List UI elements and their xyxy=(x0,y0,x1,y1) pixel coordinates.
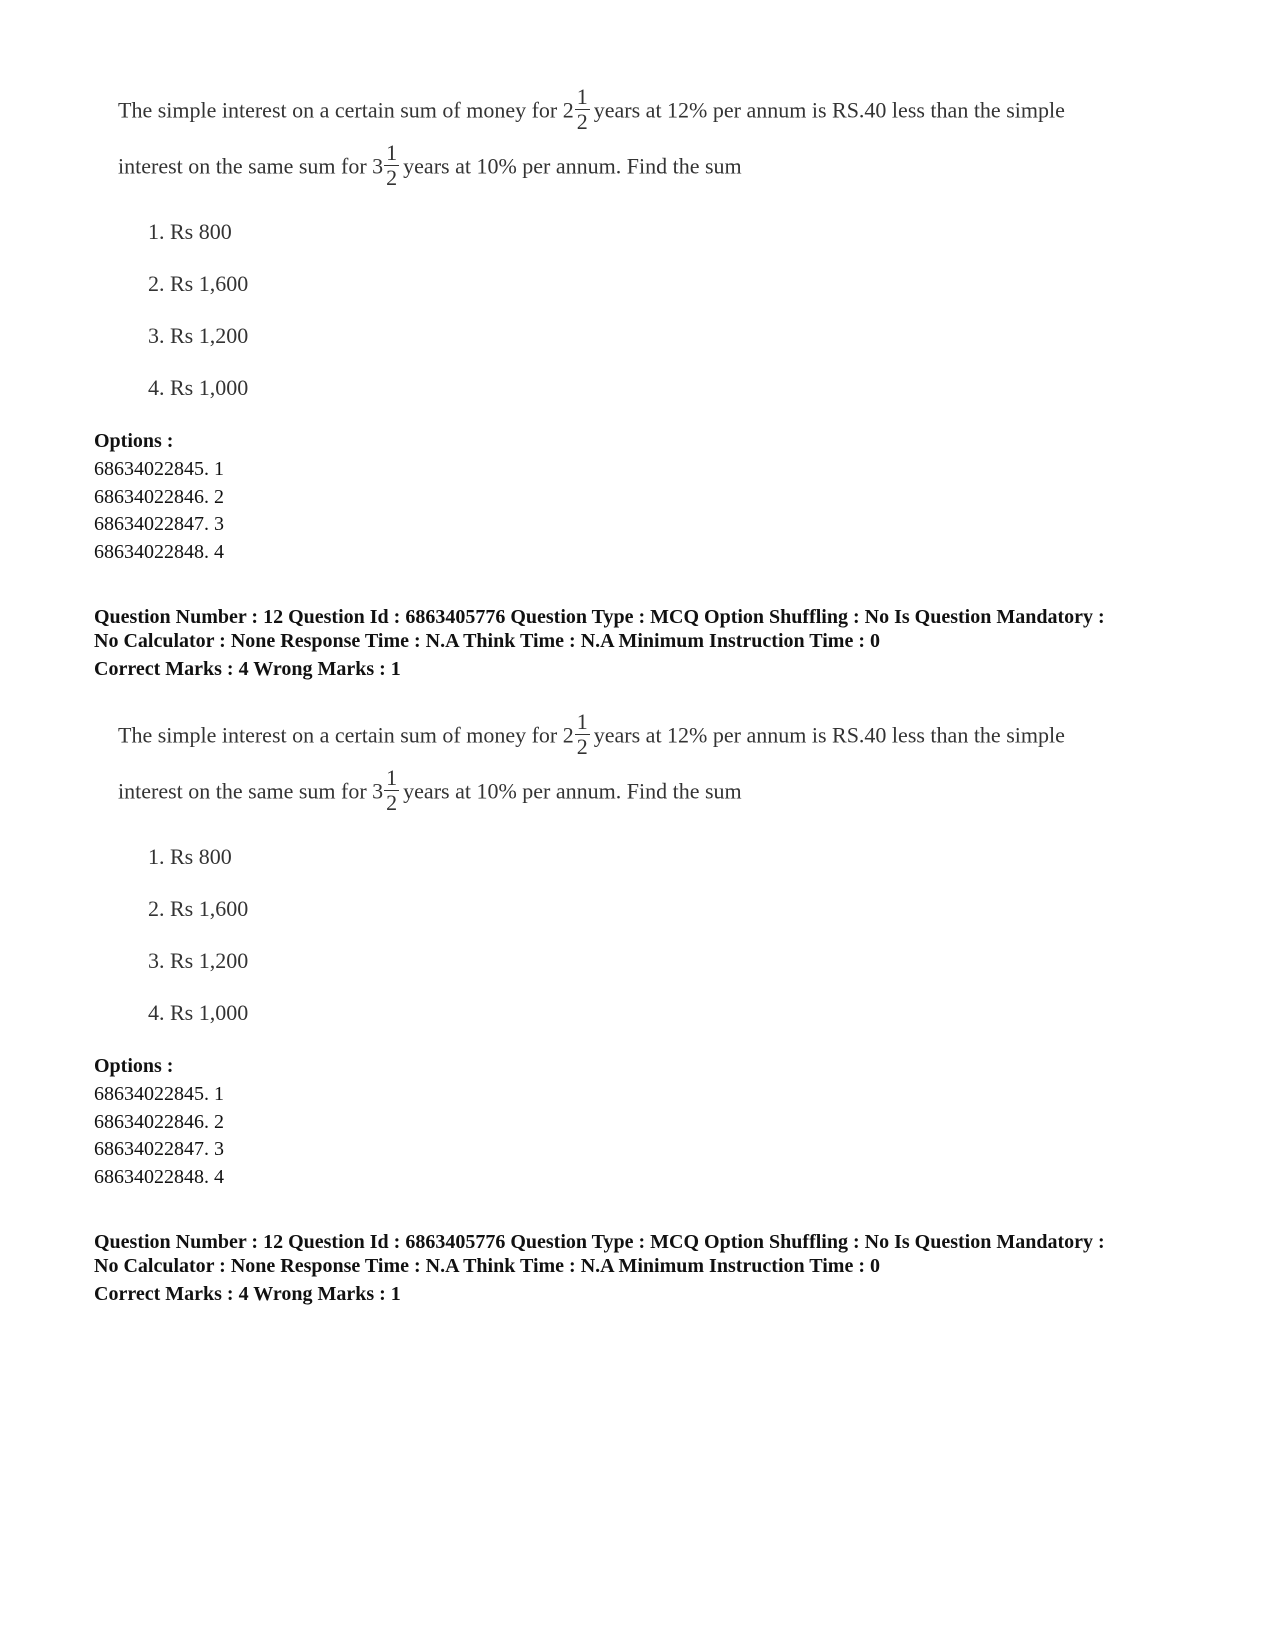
option-id-3: 68634022847. 3 xyxy=(94,1138,224,1160)
question-line-2: interest on the same sum for 3 $\frac{1}{2}$ years at 10% per annum. Find the sum xyxy=(118,765,742,815)
meta-line-1: Question Number : 12 Question Id : 6863405776 Question Type : MCQ Option Shuffling : No Is Question Mandatory : xyxy=(94,1231,1105,1253)
meta-line-1: Question Number : 12 Question Id : 6863405776 Question Type : MCQ Option Shuffling : No Is Question Mandatory : xyxy=(94,606,1105,628)
option-id-3: 68634022847. 3 xyxy=(94,513,224,535)
choice-3: 3. Rs 1,200 xyxy=(148,323,249,348)
choice-4: 4. Rs 1,000 xyxy=(148,1000,249,1025)
choice-2: 2. Rs 1,600 xyxy=(148,896,249,921)
option-id-4: 68634022848. 4 xyxy=(94,541,224,563)
option-id-1: 68634022845. 1 xyxy=(94,1083,224,1105)
options-title: Options : xyxy=(94,430,174,452)
choice-1: 1. Rs 800 xyxy=(148,844,232,869)
question-line-1: The simple interest on a certain sum of money for 2 $\frac{1}{2}$ years at 12% per annum is RS.40 less than the simple xyxy=(118,709,1065,759)
option-id-1: 68634022845. 1 xyxy=(94,458,224,480)
question-line-1: The simple interest on a certain sum of money for 2 $\frac{1}{2}$ years at 12% per annum is RS.40 less than the simple xyxy=(118,84,1065,134)
choice-2: 2. Rs 1,600 xyxy=(148,271,249,296)
question-meta xyxy=(94,1230,1214,1306)
choice-3: 3. Rs 1,200 xyxy=(148,948,249,973)
fraction-one-half: $\frac{1}{2}$ xyxy=(576,709,588,759)
fraction-one-half: $\frac{1}{2}$ xyxy=(576,84,588,134)
question-meta xyxy=(94,605,1214,681)
meta-line-3: Correct Marks : 4 Wrong Marks : 1 xyxy=(94,658,401,680)
fraction-one-half: $\frac{1}{2}$ xyxy=(386,140,398,190)
meta-line-2: No Calculator : None Response Time : N.A Think Time : N.A Minimum Instruction Time : 0 xyxy=(94,1255,880,1277)
question-line-2: interest on the same sum for 3 $\frac{1}{2}$ years at 10% per annum. Find the sum xyxy=(118,140,742,190)
choice-1: 1. Rs 800 xyxy=(148,219,232,244)
fraction-one-half: $\frac{1}{2}$ xyxy=(386,765,398,815)
options-title: Options : xyxy=(94,1055,174,1077)
option-id-2: 68634022846. 2 xyxy=(94,1111,224,1133)
meta-line-2: No Calculator : None Response Time : N.A Think Time : N.A Minimum Instruction Time : 0 xyxy=(94,630,880,652)
option-id-4: 68634022848. 4 xyxy=(94,1166,224,1188)
option-id-2: 68634022846. 2 xyxy=(94,486,224,508)
meta-line-3: Correct Marks : 4 Wrong Marks : 1 xyxy=(94,1283,401,1305)
choice-4: 4. Rs 1,000 xyxy=(148,375,249,400)
